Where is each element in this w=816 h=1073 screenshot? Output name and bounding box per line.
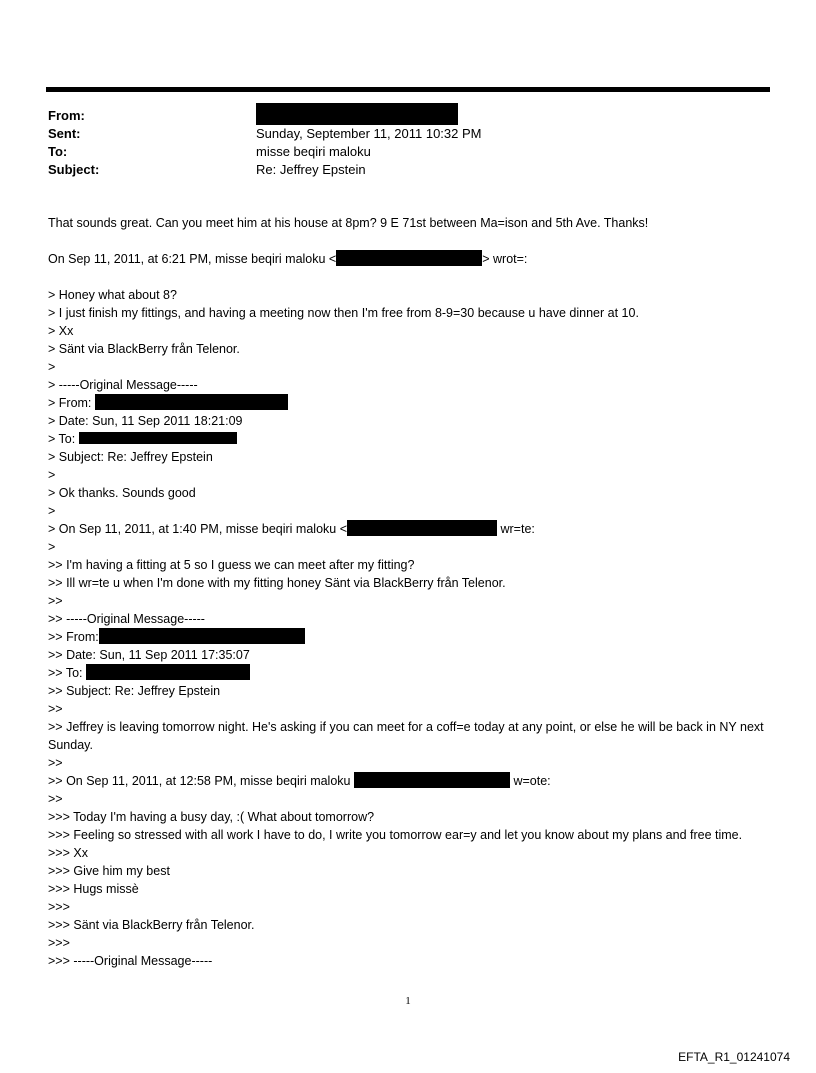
quoted-line: >> [48, 792, 63, 806]
quoted-line: >> I'm having a fitting at 5 so I guess we can meet after my fitting? [48, 558, 415, 572]
quoted-line: > [48, 540, 56, 554]
quoted-line: >> To: [48, 664, 774, 682]
quoted-line: > Honey what about 8? [48, 288, 177, 302]
to-value: misse beqiri maloku [256, 144, 371, 159]
body-line: That sounds great. Can you meet him at his house at 8pm? 9 E 71st between Ma=ison and 5th Ave. Thanks! [48, 216, 649, 230]
quoted-line: >> Date: Sun, 11 Sep 2011 17:35:07 [48, 648, 250, 662]
quoted-line: >>> [48, 936, 70, 950]
quoted-line: >> Ill wr=te u when I'm done with my fitting honey Sänt via BlackBerry från Telenor. [48, 576, 506, 590]
quote-intro-line: On Sep 11, 2011, at 6:21 PM, misse beqiri maloku < > wrot=: [48, 252, 528, 266]
quoted-line: >> [48, 594, 63, 608]
from-label: From: [48, 108, 85, 123]
quoted-line: > -----Original Message----- [48, 378, 198, 392]
quoted-line: > On Sep 11, 2011, at 1:40 PM, misse beqiri maloku < wr=te: [48, 522, 535, 536]
blank-line [48, 232, 774, 250]
subject-value: Re: Jeffrey Epstein [256, 162, 366, 177]
quoted-line: > Subject: Re: Jeffrey Epstein [48, 450, 213, 464]
quoted-line: >>> Feeling so stressed with all work I have to do, I write you tomorrow ear=y and let you know about my plans and free time. [48, 828, 743, 842]
quoted-line: >> -----Original Message----- [48, 612, 205, 626]
quoted-line: >> [48, 702, 63, 716]
quoted-line: >>> Today I'm having a busy day, :( What about tomorrow? [48, 810, 375, 824]
email-header [48, 107, 768, 179]
quoted-line: > Xx [48, 324, 74, 338]
quoted-line: > Ok thanks. Sounds good [48, 486, 196, 500]
redaction [347, 520, 497, 536]
redaction [336, 250, 482, 266]
to-label: To: [48, 144, 68, 159]
quoted-line: > From: [48, 394, 774, 412]
quoted-line: >>> -----Original Message----- [48, 954, 213, 968]
quoted-line: >>> Xx [48, 846, 88, 860]
quoted-line: > [48, 360, 56, 374]
quoted-line: > [48, 468, 56, 482]
from-redaction [256, 103, 458, 125]
redaction [86, 664, 250, 680]
blank-line [48, 268, 774, 286]
quoted-line: > [48, 504, 56, 518]
subject-label: Subject: [48, 162, 100, 177]
redaction [354, 772, 510, 788]
quoted-line: >>> Sänt via BlackBerry från Telenor. [48, 918, 255, 932]
redaction [99, 628, 305, 644]
document-id: EFTA_R1_01241074 [678, 1050, 790, 1064]
from-row [48, 107, 768, 125]
quoted-line: >>> Give him my best [48, 864, 170, 878]
sent-row [48, 125, 768, 143]
quoted-line: >> From: [48, 628, 774, 646]
quoted-line: >> [48, 756, 63, 770]
quoted-line: >> On Sep 11, 2011, at 12:58 PM, misse beqiri maloku w=ote: [48, 774, 551, 788]
page-number: 1 [405, 995, 411, 1007]
header-rule [46, 87, 770, 92]
quoted-line: > Date: Sun, 11 Sep 2011 18:21:09 [48, 414, 243, 428]
email-body [48, 214, 774, 970]
quoted-line: > To: [48, 430, 774, 448]
to-row [48, 143, 768, 161]
redaction [79, 432, 237, 444]
subject-row [48, 161, 768, 179]
quoted-line: >>> [48, 900, 70, 914]
quoted-line: >>> Hugs missè [48, 882, 139, 896]
quoted-line: > I just finish my fittings, and having a meeting now then I'm free from 8-9=30 because u have dinner at 10. [48, 306, 639, 320]
redaction [95, 394, 288, 410]
sent-label: Sent: [48, 126, 81, 141]
quoted-line: >> Jeffrey is leaving tomorrow night. He's asking if you can meet for a coff=e today at any point, or else he will be back in NY next Sunday. [48, 720, 768, 752]
quoted-line: >> Subject: Re: Jeffrey Epstein [48, 684, 221, 698]
quoted-line: > Sänt via BlackBerry från Telenor. [48, 342, 240, 356]
sent-value: Sunday, September 11, 2011 10:32 PM [256, 126, 482, 141]
